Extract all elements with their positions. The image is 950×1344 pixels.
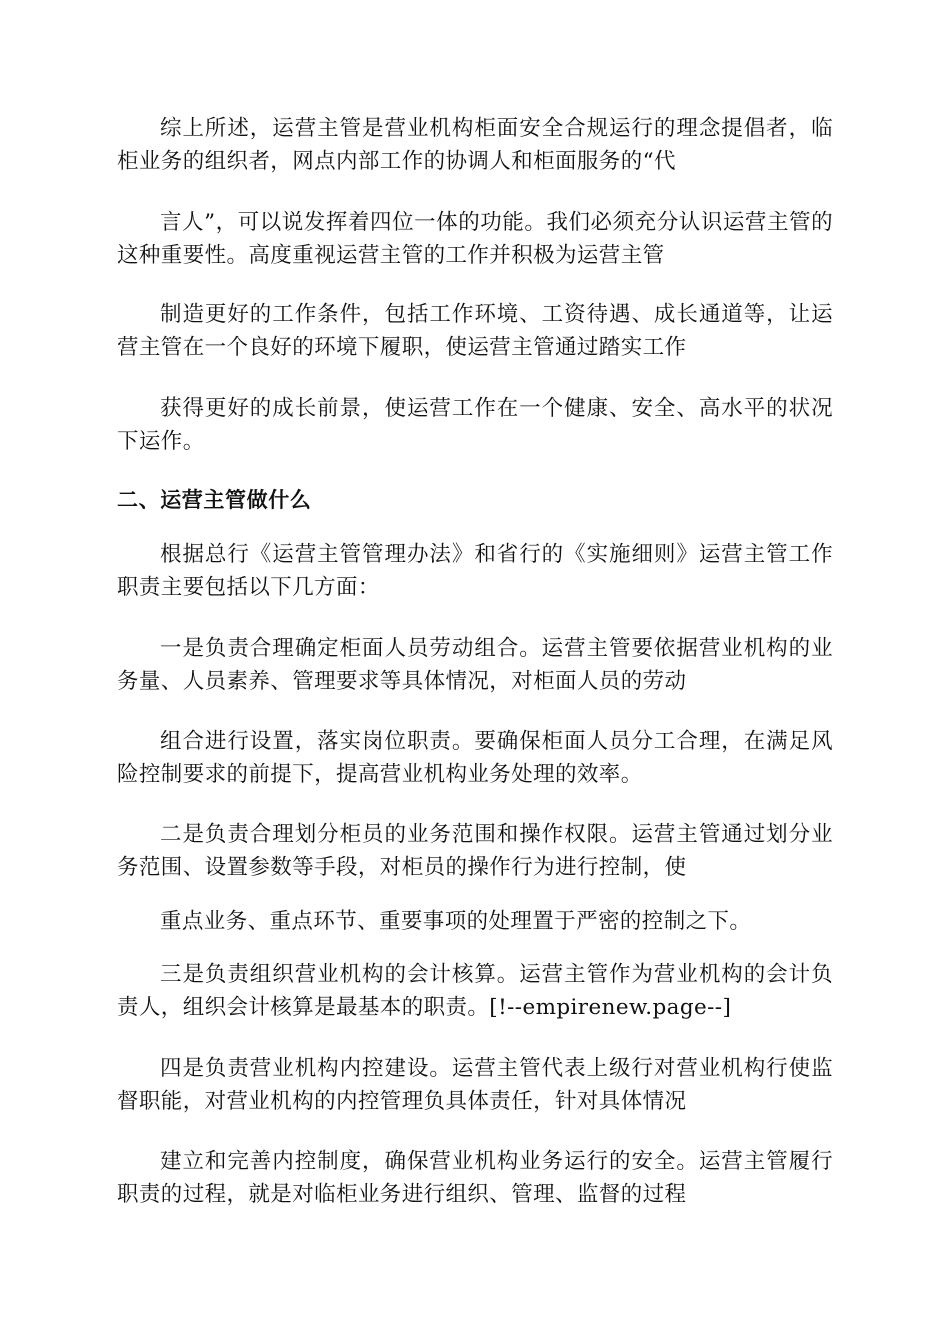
section-heading: 二、运营主管做什么 bbox=[117, 488, 312, 512]
paragraph-duty-3: 三是负责组织营业机构的会计核算。运营主管作为营业机构的会计负责人，组织会计核算是最基本的职责。[!--empirenew.page--] bbox=[117, 962, 833, 1020]
paragraph-summary-2: 言人”，可以说发挥着四位一体的功能。我们必须充分认识运营主管的这种重要性。高度重视运营主管的工作并积极为运营主管 bbox=[117, 210, 833, 268]
paragraph-summary-4: 获得更好的成长前景，使运营工作在一个健康、安全、高水平的状况下运作。 bbox=[117, 396, 833, 454]
paragraph-intro: 根据总行《运营主管管理办法》和省行的《实施细则》运营主管工作职责主要包括以下几方面： bbox=[117, 542, 833, 600]
paragraph-duty-4b: 建立和完善内控制度，确保营业机构业务运行的安全。运营主管履行职责的过程，就是对临柜业务进行组织、管理、监督的过程 bbox=[117, 1149, 833, 1207]
paragraph-duty-1b: 组合进行设置，落实岗位职责。要确保柜面人员分工合理，在满足风险控制要求的前提下，提高营业机构业务处理的效率。 bbox=[117, 729, 833, 787]
paragraph-duty-2a: 二是负责合理划分柜员的业务范围和操作权限。运营主管通过划分业务范围、设置参数等手段，对柜员的操作行为进行控制，使 bbox=[117, 822, 833, 880]
paragraph-duty-4a: 四是负责营业机构内控建设。运营主管代表上级行对营业机构行使监督职能，对营业机构的内控管理负具体责任，针对具体情况 bbox=[117, 1056, 833, 1114]
paragraph-summary-1: 综上所述，运营主管是营业机构柜面安全合规运行的理念提倡者，临柜业务的组织者，网点内部工作的协调人和柜面服务的“代 bbox=[117, 116, 833, 174]
paragraph-summary-3: 制造更好的工作条件，包括工作环境、工资待遇、成长通道等，让运营主管在一个良好的环境下履职，使运营主管通过踏实工作 bbox=[117, 302, 833, 360]
paragraph-duty-2b: 重点业务、重点环节、重要事项的处理置于严密的控制之下。 bbox=[160, 909, 752, 934]
paragraph-duty-1a: 一是负责合理确定柜面人员劳动组合。运营主管要依据营业机构的业务量、人员素养、管理要求等具体情况，对柜面人员的劳动 bbox=[117, 636, 833, 694]
